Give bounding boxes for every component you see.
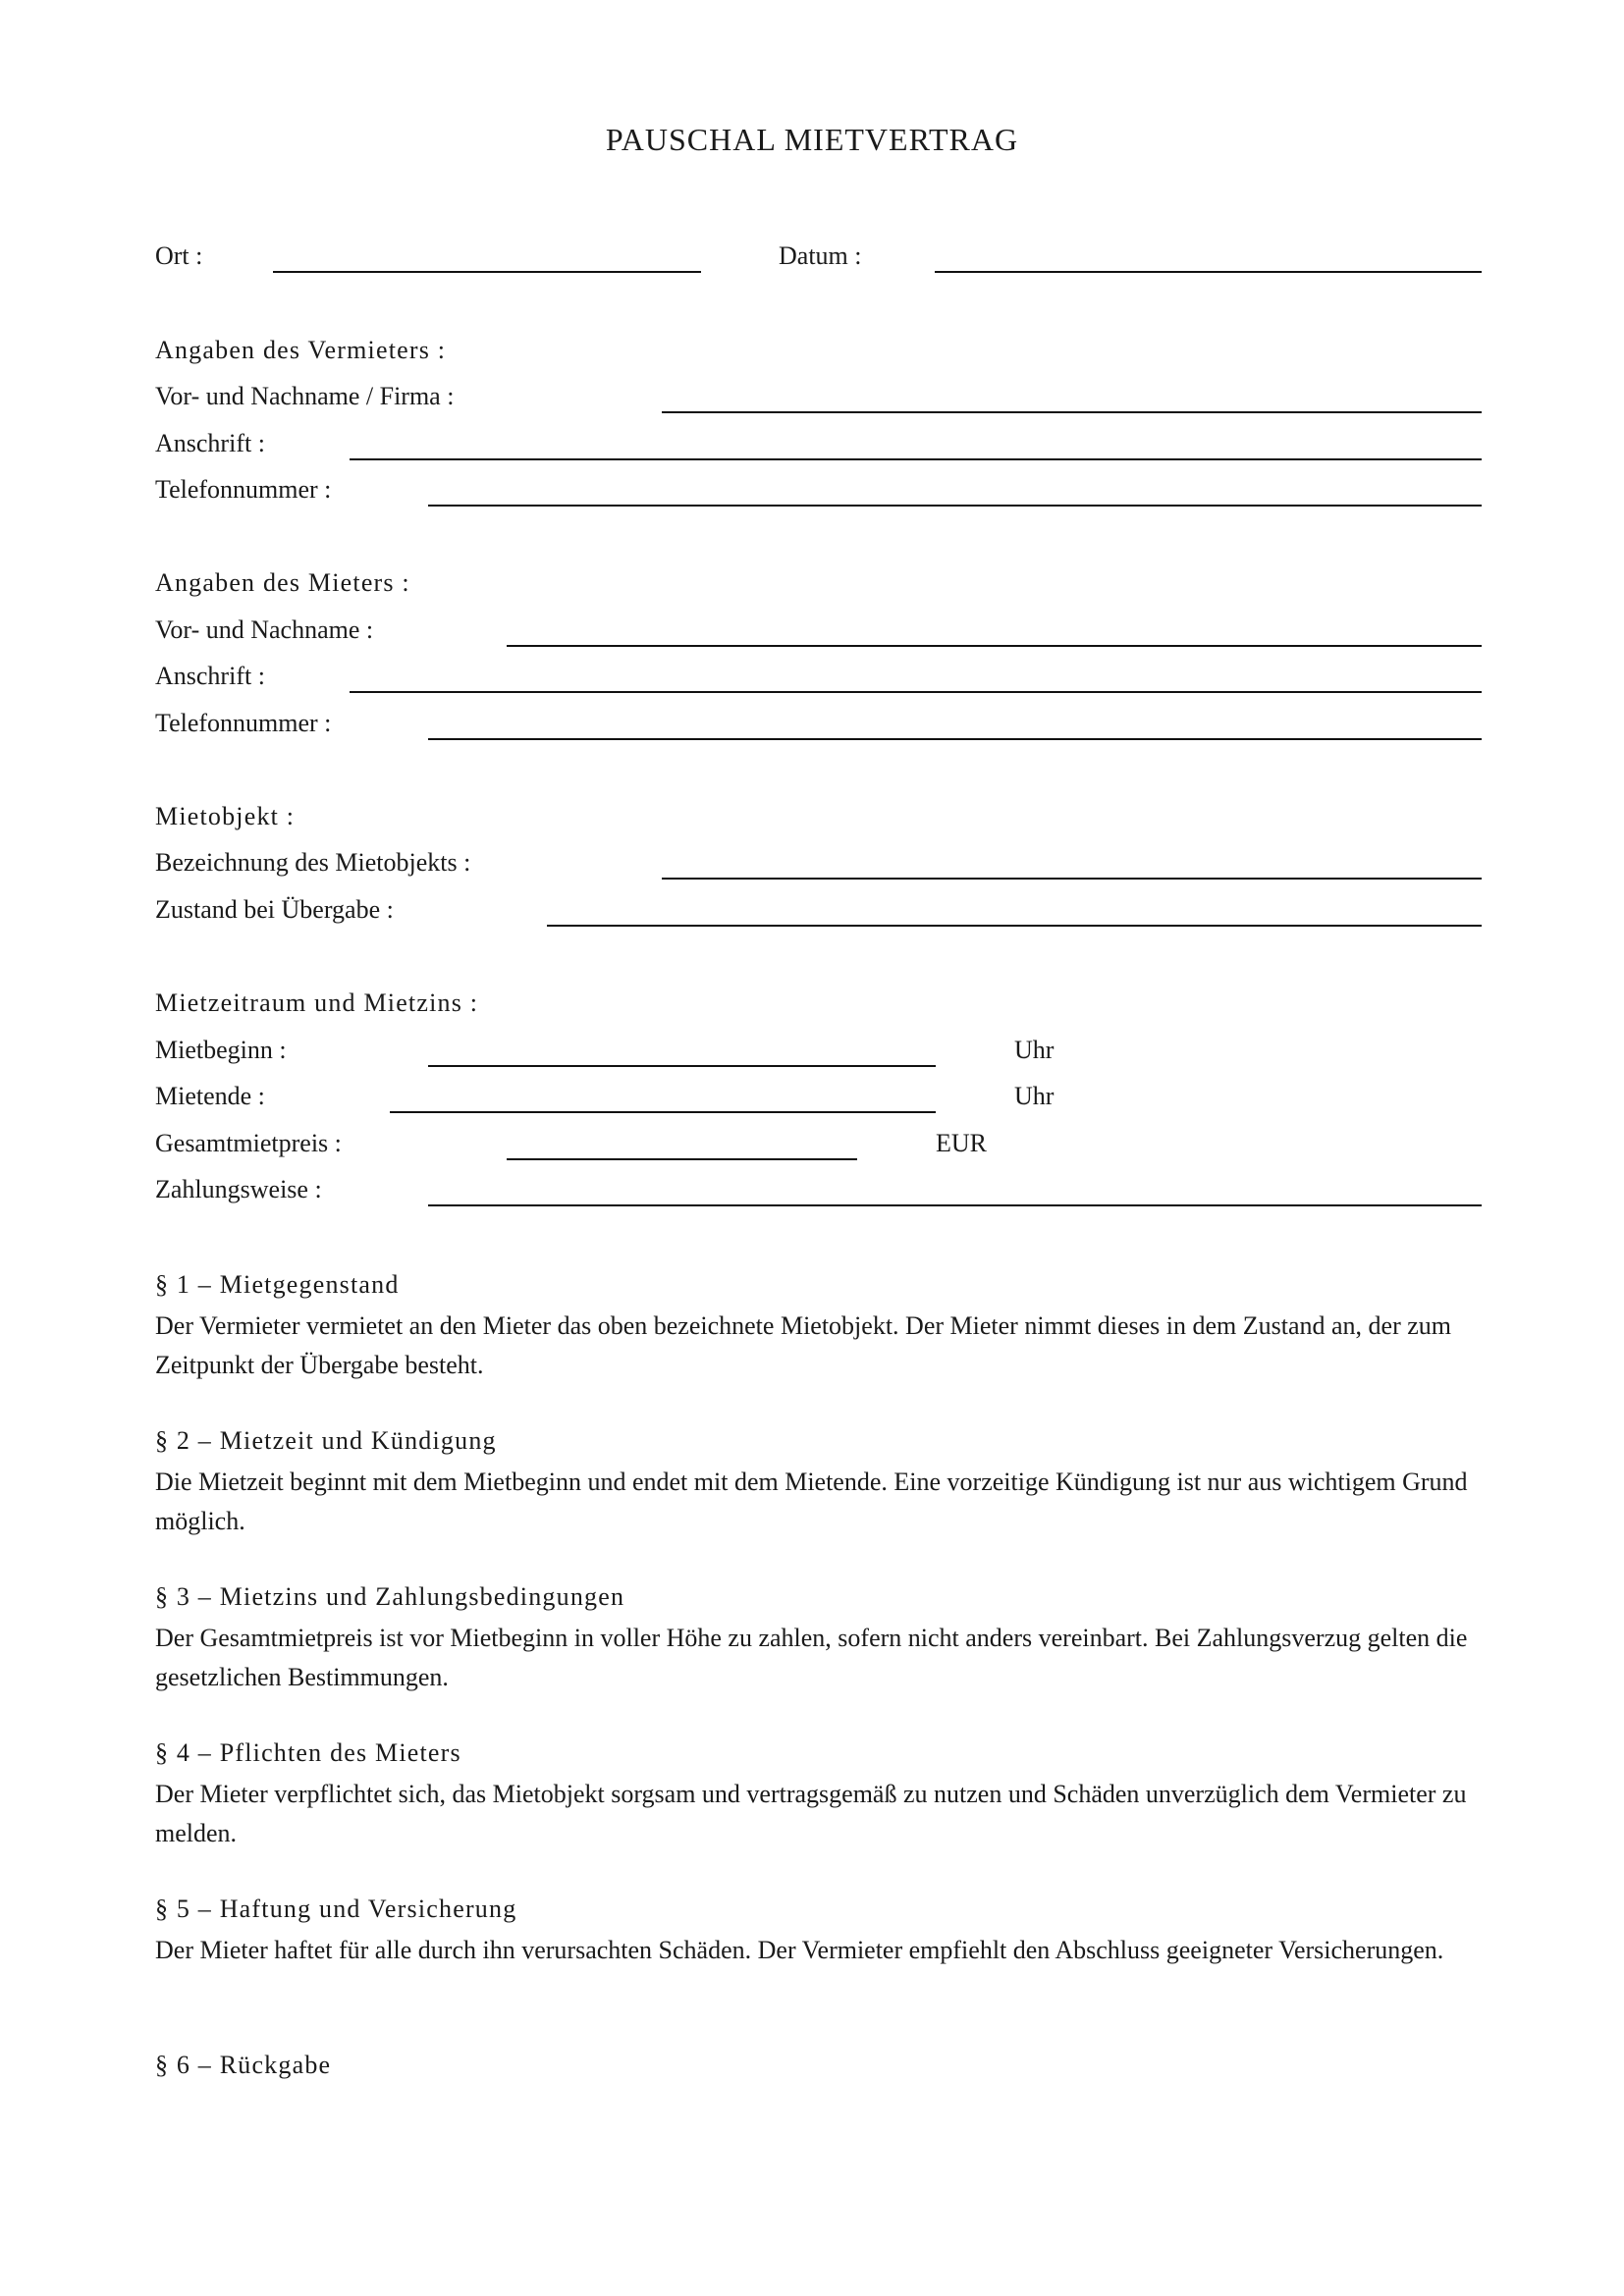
tenant-heading: Angaben des Mieters : — [155, 568, 410, 597]
tenant-address-label: Anschrift : — [155, 662, 265, 690]
section-1-heading: § 1 – Mietgegenstand — [155, 1270, 400, 1299]
landlord-phone-label: Telefonnummer : — [155, 475, 332, 504]
period-heading: Mietzeitraum und Mietzins : — [155, 988, 479, 1017]
object-designation-label: Bezeichnung des Mietobjekts : — [155, 848, 471, 877]
section-6-heading: § 6 – Rückgabe — [155, 2051, 332, 2079]
section-2-heading: § 2 – Mietzeit und Kündigung — [155, 1426, 497, 1455]
section-3-text: Der Gesamtmietpreis ist vor Mietbeginn in voller Höhe zu zahlen, sofern nicht anders vereinbart. Bei Zahlungsverzug gelten die gesetzlichen Bestimmungen. — [155, 1624, 1468, 1691]
section-3-heading: § 3 – Mietzins und Zahlungsbedingungen — [155, 1582, 625, 1611]
object-condition-label: Zustand bei Übergabe : — [155, 895, 394, 924]
object-heading: Mietobjekt : — [155, 802, 296, 830]
section-1-text: Der Vermieter vermietet an den Mieter das oben bezeichnete Mietobjekt. Der Mieter nimmt dieses in dem Zustand an, der zum Zeitpunkt der Übergabe besteht. — [155, 1311, 1452, 1379]
rent-end-unit: Uhr — [1014, 1082, 1055, 1110]
section-4-heading: § 4 – Pflichten des Mieters — [155, 1738, 461, 1767]
document-title: PAUSCHAL MIETVERTRAG — [605, 122, 1019, 157]
payment-method-field-line[interactable] — [428, 1204, 1482, 1206]
total-price-field-line[interactable] — [507, 1158, 857, 1160]
tenant-phone-label: Telefonnummer : — [155, 709, 332, 737]
rent-start-unit: Uhr — [1014, 1036, 1055, 1064]
ort-field-line[interactable] — [273, 271, 701, 273]
section-5-text: Der Mieter haftet für alle durch ihn verursachten Schäden. Der Vermieter empfiehlt den Abschluss geeigneter Versicherungen. — [155, 1936, 1444, 1964]
landlord-address-field-line[interactable] — [350, 458, 1482, 460]
landlord-name-label: Vor- und Nachname / Firma : — [155, 382, 455, 410]
object-designation-field-line[interactable] — [662, 878, 1482, 880]
landlord-phone-field-line[interactable] — [428, 505, 1482, 507]
section-2-text: Die Mietzeit beginnt mit dem Mietbeginn und endet mit dem Mietende. Eine vorzeitige Kündigung ist nur aus wichtigem Grund möglich. — [155, 1468, 1468, 1535]
payment-method-label: Zahlungsweise : — [155, 1175, 322, 1203]
total-price-label: Gesamtmietpreis : — [155, 1129, 342, 1157]
datum-label: Datum : — [779, 241, 862, 270]
rent-start-label: Mietbeginn : — [155, 1036, 287, 1064]
section-5-heading: § 5 – Haftung und Versicherung — [155, 1895, 517, 1923]
tenant-name-label: Vor- und Nachname : — [155, 615, 374, 644]
landlord-address-label: Anschrift : — [155, 429, 265, 457]
object-condition-field-line[interactable] — [547, 925, 1482, 927]
landlord-name-field-line[interactable] — [662, 411, 1482, 413]
total-price-unit: EUR — [936, 1129, 987, 1157]
landlord-heading: Angaben des Vermieters : — [155, 336, 447, 364]
tenant-name-field-line[interactable] — [507, 645, 1482, 647]
rent-start-field-line[interactable] — [428, 1065, 936, 1067]
rent-end-label: Mietende : — [155, 1082, 265, 1110]
rent-end-field-line[interactable] — [390, 1111, 936, 1113]
datum-field-line[interactable] — [935, 271, 1482, 273]
tenant-phone-field-line[interactable] — [428, 738, 1482, 740]
tenant-address-field-line[interactable] — [350, 691, 1482, 693]
ort-label: Ort : — [155, 241, 203, 270]
section-4-text: Der Mieter verpflichtet sich, das Mietobjekt sorgsam und vertragsgemäß zu nutzen und Schäden unverzüglich dem Vermieter zu melden. — [155, 1780, 1467, 1847]
